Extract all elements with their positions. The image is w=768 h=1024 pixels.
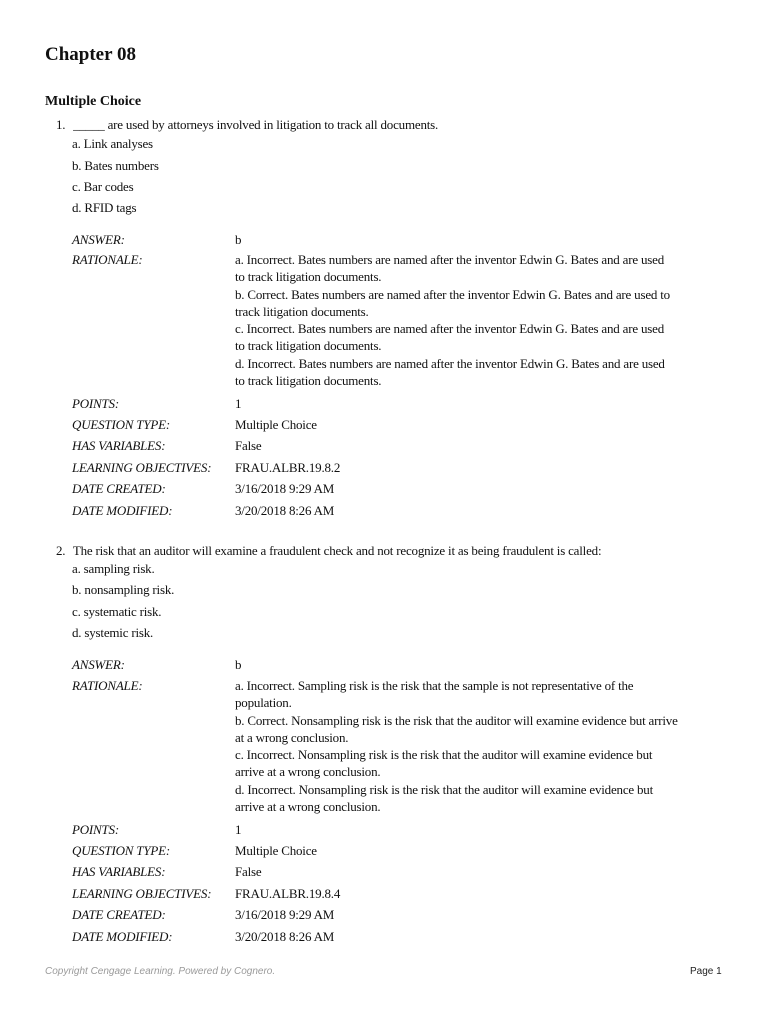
question-prompt: _____ are used by attorneys involved in litigation to track all documents. [73,117,439,132]
answer-choice: c. Bar codes [72,179,134,194]
copyright-footer: Copyright Cengage Learning. Powered by Cognero. [45,966,276,977]
rationale-line: c. Incorrect. Bates numbers are named after the inventor Edwin G. Bates and are used [235,321,664,337]
date-created-value: 3/16/2018 9:29 AM [235,481,335,496]
rationale-line: arrive at a wrong conclusion. [235,764,381,780]
rationale-line: a. Incorrect. Bates numbers are named after the inventor Edwin G. Bates and are used [235,252,664,267]
rationale-line: population. [235,695,292,711]
points-value: 1 [235,822,242,837]
question-text [56,117,438,133]
rationale-line: arrive at a wrong conclusion. [235,799,381,815]
answer-choice: d. systemic risk. [72,625,154,640]
points-label: POINTS: [72,822,119,837]
rationale-value [235,251,730,389]
has-variables-value: False [235,864,262,879]
date-modified-value: 3/20/2018 8:26 AM [235,503,335,518]
date-created-label: DATE CREATED: [72,907,166,922]
question-type-value: Multiple Choice [235,843,317,858]
answer-choice: c. systematic risk. [72,604,162,619]
rationale-label: RATIONALE: [72,678,143,693]
rationale-line: to track litigation documents. [235,269,382,285]
rationale-line: b. Correct. Bates numbers are named after the inventor Edwin G. Bates and are used to [235,286,670,302]
question-type-value: Multiple Choice [235,417,317,432]
question-text [56,543,601,559]
learning-objectives-label: LEARNING OBJECTIVES: [72,460,212,475]
question-type-label: QUESTION TYPE: [72,843,170,858]
date-modified-value: 3/20/2018 8:26 AM [235,929,335,944]
answer-value: b [235,657,242,672]
rationale-line: a. Incorrect. Sampling risk is the risk that the sample is not representative of the [235,678,634,693]
points-label: POINTS: [72,396,119,411]
rationale-line: c. Incorrect. Nonsampling risk is the risk that the auditor will examine evidence but [235,747,653,763]
learning-objectives-value: FRAU.ALBR.19.8.2 [235,460,341,475]
answer-value: b [235,232,242,247]
rationale-line: at a wrong conclusion. [235,729,349,745]
answer-label: ANSWER: [72,657,125,672]
rationale-line: track litigation documents. [235,303,369,319]
learning-objectives-value: FRAU.ALBR.19.8.4 [235,886,341,901]
rationale-line: to track litigation documents. [235,373,382,389]
has-variables-label: HAS VARIABLES: [72,438,166,453]
question-number: 1. [56,117,66,132]
page-number: Page 1 [690,966,722,977]
date-created-value: 3/16/2018 9:29 AM [235,907,335,922]
chapter-title: Chapter 08 [45,44,136,65]
rationale-line: b. Correct. Nonsampling risk is the risk that the auditor will examine evidence but arrive [235,712,678,728]
rationale-value [235,677,730,815]
answer-choice: a. Link analyses [72,136,153,151]
points-value: 1 [235,396,242,411]
rationale-line: d. Incorrect. Bates numbers are named after the inventor Edwin G. Bates and are used [235,355,665,371]
answer-choice: b. nonsampling risk. [72,582,175,597]
learning-objectives-label: LEARNING OBJECTIVES: [72,886,212,901]
date-modified-label: DATE MODIFIED: [72,929,173,944]
date-created-label: DATE CREATED: [72,481,166,496]
answer-choice: b. Bates numbers [72,158,159,173]
answer-choice: d. RFID tags [72,200,137,215]
answer-label: ANSWER: [72,232,125,247]
has-variables-label: HAS VARIABLES: [72,864,166,879]
rationale-line: d. Incorrect. Nonsampling risk is the risk that the auditor will examine evidence but [235,781,654,797]
rationale-line: to track litigation documents. [235,338,382,354]
has-variables-value: False [235,438,262,453]
question-prompt: The risk that an auditor will examine a fraudulent check and not recognize it as being fraudulent is called: [72,543,602,558]
question-number: 2. [56,543,66,558]
answer-choice: a. sampling risk. [72,561,155,576]
section-title: Multiple Choice [45,94,142,109]
date-modified-label: DATE MODIFIED: [72,503,173,518]
question-type-label: QUESTION TYPE: [72,417,170,432]
rationale-label: RATIONALE: [72,252,143,267]
